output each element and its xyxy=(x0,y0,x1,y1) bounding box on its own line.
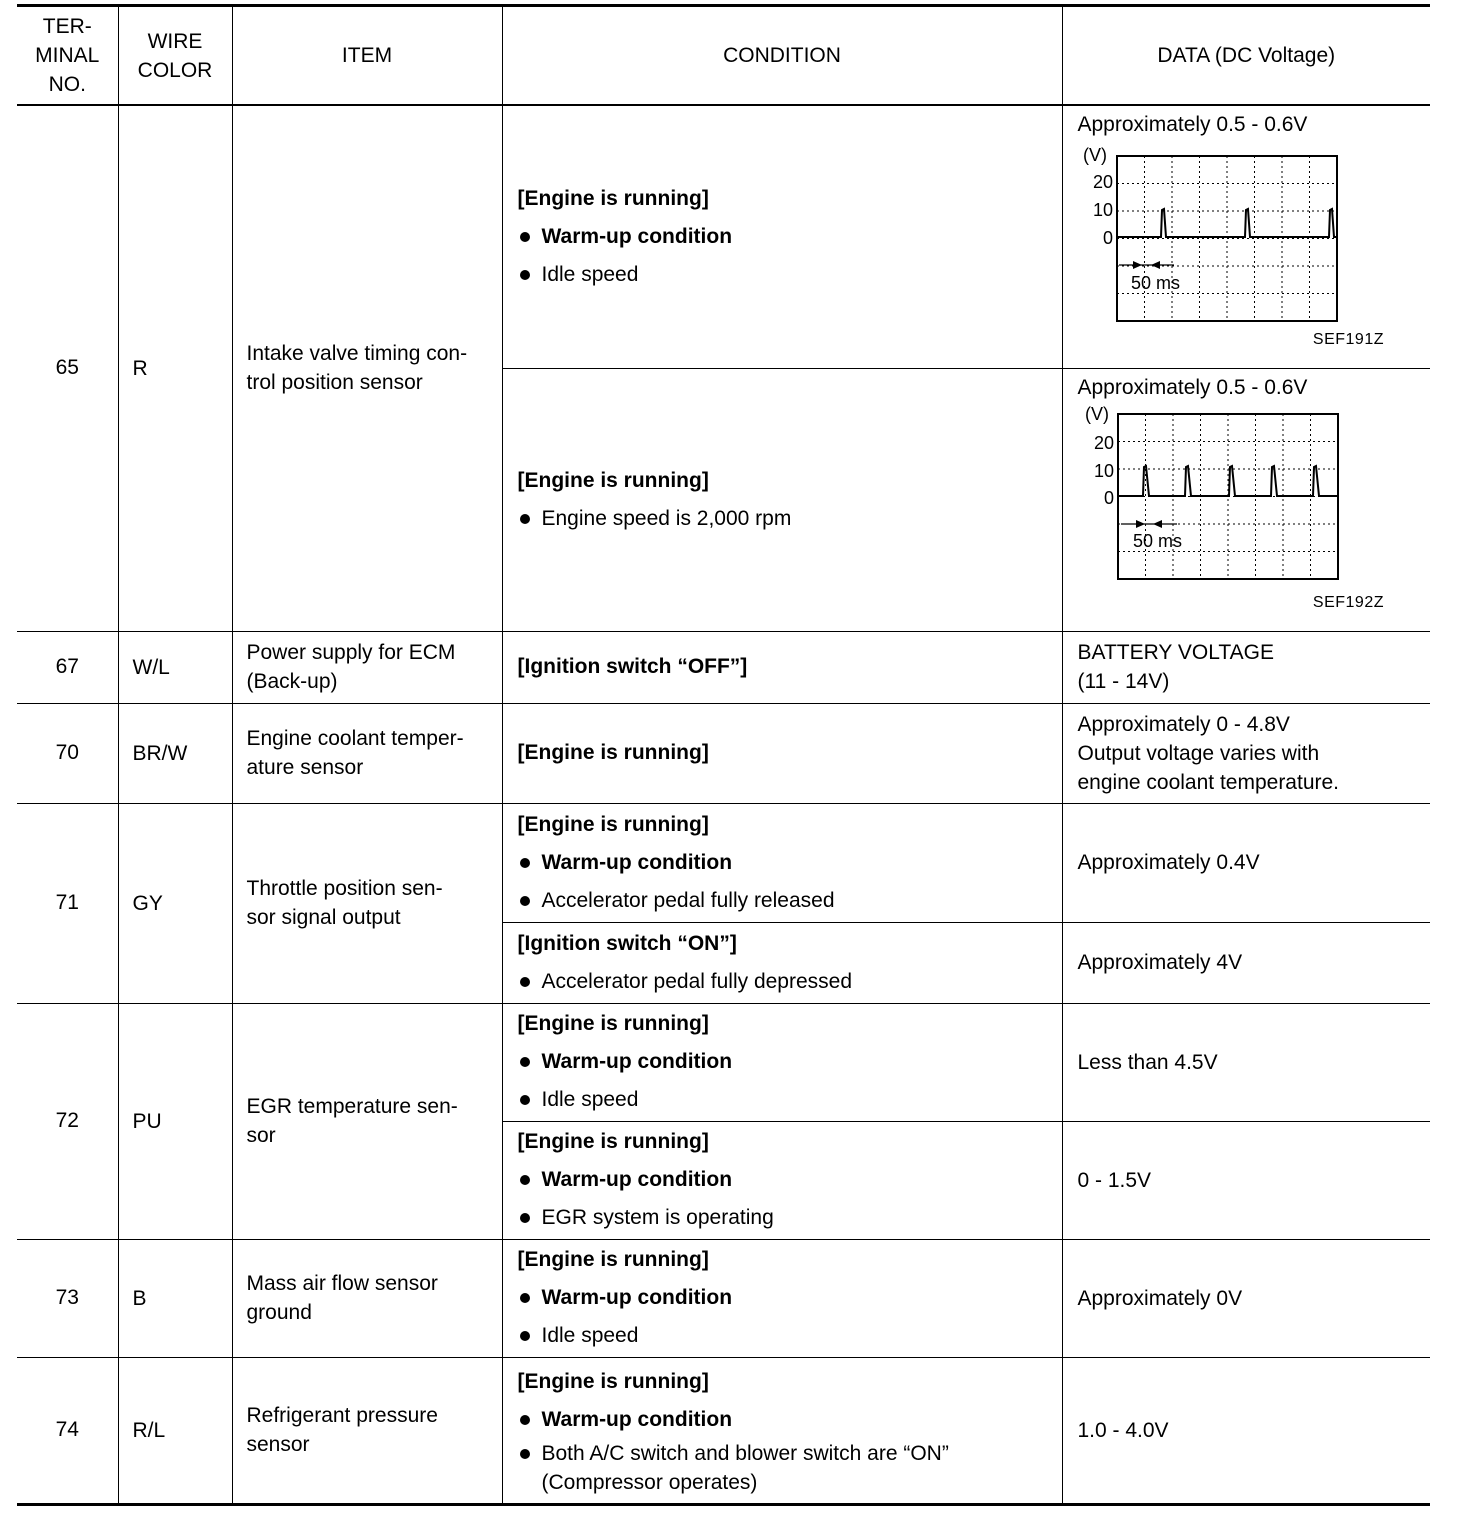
bullet-item: Idle speed xyxy=(518,256,1062,294)
bullet-item: Warm-up condition xyxy=(518,1043,1062,1081)
table-row xyxy=(17,631,1430,703)
terminal-no: 67 xyxy=(17,631,118,703)
condition-heading: [Engine is running] xyxy=(517,812,709,836)
condition-cell xyxy=(502,922,1062,1003)
condition-cell xyxy=(502,703,1062,803)
condition-heading: [Engine is running] xyxy=(517,1370,709,1393)
y-tick-label: 0 xyxy=(1102,228,1113,248)
figure-code: SEF191Z xyxy=(1312,330,1384,348)
terminal-no: 70 xyxy=(17,703,118,803)
data-value: Approximately 0.5 - 0.6V xyxy=(1077,375,1308,399)
item-name: Refrigerant pressure sensor xyxy=(232,1357,502,1504)
condition-cell xyxy=(502,105,1062,368)
condition-heading: [Ignition switch “OFF”] xyxy=(517,655,748,678)
data-cell: Approximately 0 - 4.8V Output voltage varies with engine coolant temperature. xyxy=(1062,703,1430,803)
y-tick-label: 20 xyxy=(1093,432,1114,453)
time-scale-label: 50 ms xyxy=(1130,273,1180,293)
bullet-icon xyxy=(520,270,530,280)
item-name: Engine coolant temper- ature sensor xyxy=(232,703,502,803)
bullet-item: Engine speed is 2,000 rpm xyxy=(518,500,1062,538)
header-terminal: TER- MINAL NO. xyxy=(17,6,118,106)
condition-heading: [Engine is running] xyxy=(517,1130,709,1153)
wire-color: B xyxy=(118,1239,232,1357)
time-arrow-right-icon xyxy=(1133,261,1142,269)
bullet-icon xyxy=(520,1331,530,1341)
table-row xyxy=(17,1239,1430,1357)
figure-code: SEF192Z xyxy=(1312,593,1384,611)
data-cell: Less than 4.5V xyxy=(1062,1003,1430,1121)
data-cell: Approximately 0.4V xyxy=(1062,803,1430,922)
bullet-icon xyxy=(520,514,530,524)
bullet-item: Accelerator pedal fully released xyxy=(518,882,1062,920)
time-arrow-left-icon xyxy=(1151,261,1160,269)
bullet-icon xyxy=(520,1415,530,1425)
bullet-item: Idle speed xyxy=(518,1317,1062,1355)
header-condition: CONDITION xyxy=(502,6,1062,106)
data-cell: Approximately 4V xyxy=(1062,922,1430,1003)
item-name: Throttle position sen- sor signal output xyxy=(232,803,502,1003)
scope-grid xyxy=(1117,156,1337,321)
condition-heading: [Engine is running] xyxy=(517,468,709,492)
item-name: Intake valve timing con- trol position sensor xyxy=(232,105,502,631)
condition-heading: [Engine is running] xyxy=(517,1248,709,1271)
header-item: ITEM xyxy=(232,6,502,106)
terminal-no: 72 xyxy=(17,1003,118,1239)
y-tick-label: 10 xyxy=(1093,460,1114,481)
condition-cell xyxy=(502,368,1062,631)
y-unit-label: (V) xyxy=(1082,145,1107,165)
bullet-item: Warm-up condition xyxy=(518,1401,1062,1439)
data-cell: BATTERY VOLTAGE (11 - 14V) xyxy=(1062,631,1430,703)
wire-color: R/L xyxy=(118,1357,232,1504)
wire-color: BR/W xyxy=(118,703,232,803)
table-row xyxy=(17,803,1430,922)
wire-color: R xyxy=(118,105,232,631)
bullet-icon xyxy=(520,232,530,242)
bullet-icon xyxy=(520,1057,530,1067)
bullet-icon xyxy=(520,896,530,906)
bullet-icon xyxy=(520,1175,530,1185)
bullet-item: Both A/C switch and blower switch are “ON” (Compressor operates) xyxy=(518,1439,1062,1497)
bullet-icon xyxy=(520,1449,530,1459)
bullet-item: EGR system is operating xyxy=(518,1199,1062,1237)
y-tick-label: 20 xyxy=(1092,172,1113,192)
terminal-no: 71 xyxy=(17,803,118,1003)
bullet-icon xyxy=(520,1095,530,1105)
item-name: Mass air flow sensor ground xyxy=(232,1239,502,1357)
y-tick-label: 10 xyxy=(1092,200,1113,220)
condition-cell xyxy=(502,631,1062,703)
bullet-icon xyxy=(520,858,530,868)
condition-cell xyxy=(502,1239,1062,1357)
condition-cell xyxy=(502,1357,1062,1504)
terminal-no: 73 xyxy=(17,1239,118,1357)
y-tick-label: 0 xyxy=(1103,487,1114,508)
data-cell: 1.0 - 4.0V xyxy=(1062,1357,1430,1504)
terminal-no: 65 xyxy=(17,105,118,631)
terminal-no: 74 xyxy=(17,1357,118,1504)
condition-cell xyxy=(502,803,1062,922)
bullet-icon xyxy=(520,1213,530,1223)
bullet-item: Warm-up condition xyxy=(518,1279,1062,1317)
bullet-item: Idle speed xyxy=(518,1081,1062,1119)
condition-heading: [Engine is running] xyxy=(517,186,709,210)
condition-cell xyxy=(502,1121,1062,1239)
item-name: EGR temperature sen- sor xyxy=(232,1003,502,1239)
data-cell: Approximately 0V xyxy=(1062,1239,1430,1357)
bullet-item: Warm-up condition xyxy=(518,844,1062,882)
bullet-item: Warm-up condition xyxy=(518,1161,1062,1199)
bullet-item: Accelerator pedal fully depressed xyxy=(518,963,1062,1001)
item-name: Power supply for ECM (Back-up) xyxy=(232,631,502,703)
time-scale-label: 50 ms xyxy=(1132,530,1182,551)
data-cell-waveform xyxy=(1062,105,1430,368)
bullet-icon xyxy=(520,1293,530,1303)
condition-cell xyxy=(502,1003,1062,1121)
time-arrow-right-icon xyxy=(1136,520,1145,528)
ecm-terminal-table xyxy=(17,4,1430,1506)
wire-color: W/L xyxy=(118,631,232,703)
header-data: DATA (DC Voltage) xyxy=(1062,6,1430,106)
data-value: Approximately 0.5 - 0.6V xyxy=(1077,113,1308,136)
table-row xyxy=(17,703,1430,803)
data-cell: 0 - 1.5V xyxy=(1062,1121,1430,1239)
wire-color: PU xyxy=(118,1003,232,1239)
header-row xyxy=(17,6,1430,106)
wire-color: GY xyxy=(118,803,232,1003)
bullet-icon xyxy=(520,977,530,987)
table-row xyxy=(17,1357,1430,1504)
condition-heading: [Engine is running] xyxy=(517,1012,709,1035)
table-row xyxy=(17,1003,1430,1121)
bullet-item: Warm-up condition xyxy=(518,218,1062,256)
condition-heading: [Engine is running] xyxy=(517,741,709,764)
y-unit-label: (V) xyxy=(1084,403,1109,424)
data-cell-waveform xyxy=(1062,368,1430,631)
header-wire-color: WIRE COLOR xyxy=(118,6,232,106)
table-row xyxy=(17,105,1430,368)
condition-heading: [Ignition switch “ON”] xyxy=(517,931,737,955)
time-arrow-left-icon xyxy=(1153,520,1162,528)
